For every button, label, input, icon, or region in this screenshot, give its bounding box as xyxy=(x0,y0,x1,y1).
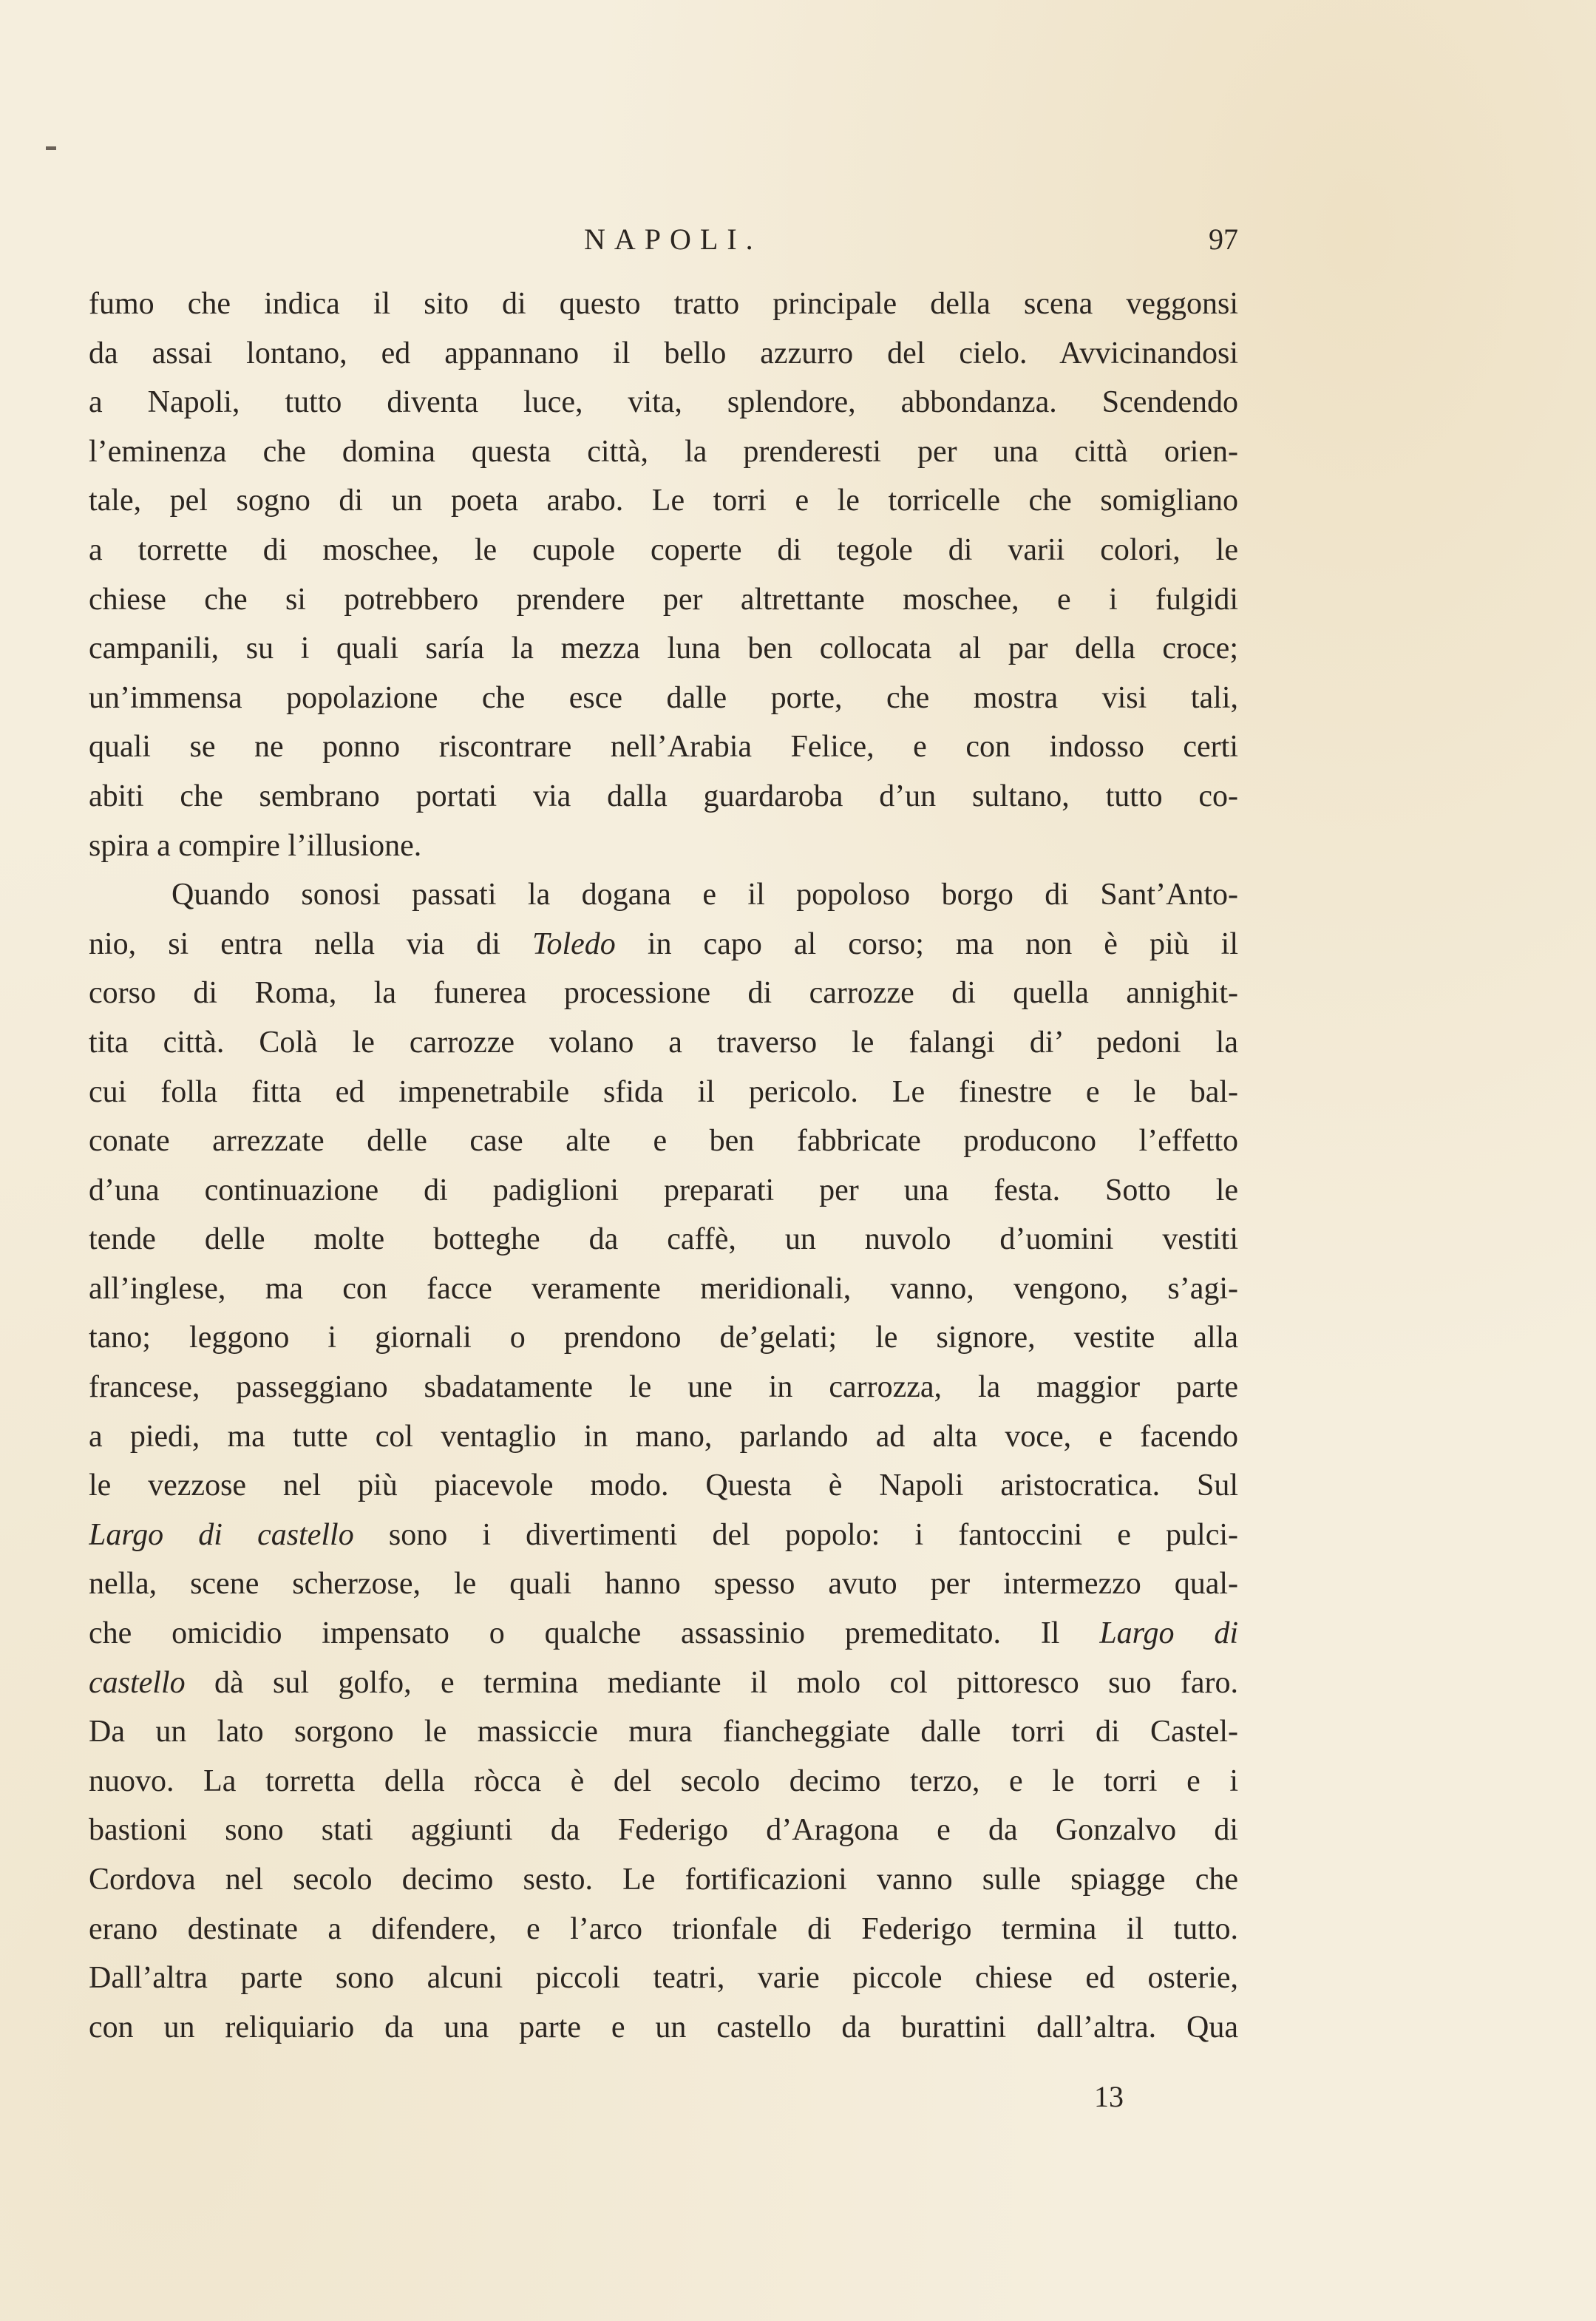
text-line: corso di Roma, la funerea processione di carrozze di quella annighit- xyxy=(89,976,1238,1011)
text-line: da assai lontano, ed appannano il bello azzurro del cielo. Avvicinandosi xyxy=(89,336,1238,370)
italic-place-name: Largo di castello xyxy=(89,1517,354,1552)
text-line: a piedi, ma tutte col ventaglio in mano, parlando ad alta voce, e facendo xyxy=(89,1419,1238,1454)
text-line: a torrette di moschee, le cupole coperte di tegole di varii colori, le xyxy=(89,532,1238,567)
italic-place-name: Largo di xyxy=(1099,1616,1238,1651)
text-line: l’eminenza che domina questa città, la prenderesti per una città orien- xyxy=(89,434,1238,469)
text-span: sono i divertimenti del popolo: i fantoccini e pulci- xyxy=(388,1517,1238,1552)
text-span: nio, si entra nella via di xyxy=(89,926,500,961)
italic-place-name: castello xyxy=(89,1665,186,1700)
text-line: tita città. Colà le carrozze volano a traverso le falangi di’ pedoni la xyxy=(89,1025,1238,1060)
text-line: d’una continuazione di padiglioni preparati per una festa. Sotto le xyxy=(89,1173,1238,1207)
text-line: fumo che indica il sito di questo tratto principale della scena veggonsi xyxy=(89,287,1238,321)
text-line: Dall’altra parte sono alcuni piccoli teatri, varie piccole chiese ed osterie, xyxy=(89,1961,1238,1996)
text-span: in capo al corso; ma non è più il xyxy=(647,926,1238,961)
text-line: erano destinate a difendere, e l’arco trionfale di Federigo termina il tutto. xyxy=(89,1911,1238,1946)
text-line: le vezzose nel più piacevole modo. Questa è Napoli aristocratica. Sul xyxy=(89,1468,1238,1503)
text-line: Quando sonosi passati la dogana e il popoloso borgo di Sant’Anto- xyxy=(172,878,1238,912)
running-title: NAPOLI. xyxy=(584,223,762,256)
text-line: tende delle molte botteghe da caffè, un nuvolo d’uomini vestiti xyxy=(89,1222,1238,1257)
text-line: francese, passeggiano sbadatamente le une in carrozza, la maggior parte xyxy=(89,1370,1238,1405)
text-line: campanili, su i quali saría la mezza luna ben collocata al par della croce; xyxy=(89,631,1238,666)
text-line: nella, scene scherzose, le quali hanno spesso avuto per intermezzo qual- xyxy=(89,1567,1238,1602)
running-head xyxy=(89,222,1238,266)
text-line xyxy=(89,1511,1238,1560)
text-span: dà sul golfo, e termina mediante il molo col pittoresco suo faro. xyxy=(214,1665,1238,1700)
text-line xyxy=(89,1609,1238,1658)
text-line: a Napoli, tutto diventa luce, vita, splendore, abbondanza. Scendendo xyxy=(89,385,1238,420)
text-line: Cordova nel secolo decimo sesto. Le fortificazioni vanno sulle spiagge che xyxy=(89,1863,1238,1897)
signature-mark: 13 xyxy=(1094,2080,1124,2113)
italic-place-name: Toledo xyxy=(532,926,616,961)
margin-mark xyxy=(46,146,56,150)
text-span: che omicidio impensato o qualche assassinio premeditato. Il xyxy=(89,1616,1060,1651)
text-line: conate arrezzate delle case alte e ben fabbricate producono l’effetto xyxy=(89,1124,1238,1159)
text-line: tale, pel sogno di un poeta arabo. Le torri e le torricelle che somigliano xyxy=(89,484,1238,518)
text-line: abiti che sembrano portati via dalla guardaroba d’un sultano, tutto co- xyxy=(89,779,1238,813)
text-line: tano; leggono i giornali o prendono de’gelati; le signore, vestite alla xyxy=(89,1321,1238,1355)
text-line: bastioni sono stati aggiunti da Federigo d’Aragona e da Gonzalvo di xyxy=(89,1813,1238,1848)
text-line xyxy=(89,920,1238,969)
text-line: all’inglese, ma con facce veramente meridionali, vanno, vengono, s’agi- xyxy=(89,1271,1238,1306)
page-number: 97 xyxy=(1209,223,1238,256)
text-line: chiese che si potrebbero prendere per altrettante moschee, e i fulgidi xyxy=(89,582,1238,617)
text-line: cui folla fitta ed impenetrabile sfida il pericolo. Le finestre e le bal- xyxy=(89,1074,1238,1109)
text-line: nuovo. La torretta della ròcca è del secolo decimo terzo, e le torri e i xyxy=(89,1763,1238,1798)
text-line: un’immensa popolazione che esce dalle porte, che mostra visi tali, xyxy=(89,680,1238,715)
text-line: spira a compire l’illusione. xyxy=(89,828,422,863)
text-line: quali se ne ponno riscontrare nell’Arabia Felice, e con indosso certi xyxy=(89,730,1238,765)
text-line: Da un lato sorgono le massiccie mura fiancheggiate dalle torri di Castel- xyxy=(89,1715,1238,1749)
text-line xyxy=(89,1658,1238,1708)
text-line: con un reliquiario da una parte e un castello da burattini dall’altra. Qua xyxy=(89,2010,1238,2044)
body-text xyxy=(89,279,1238,2052)
